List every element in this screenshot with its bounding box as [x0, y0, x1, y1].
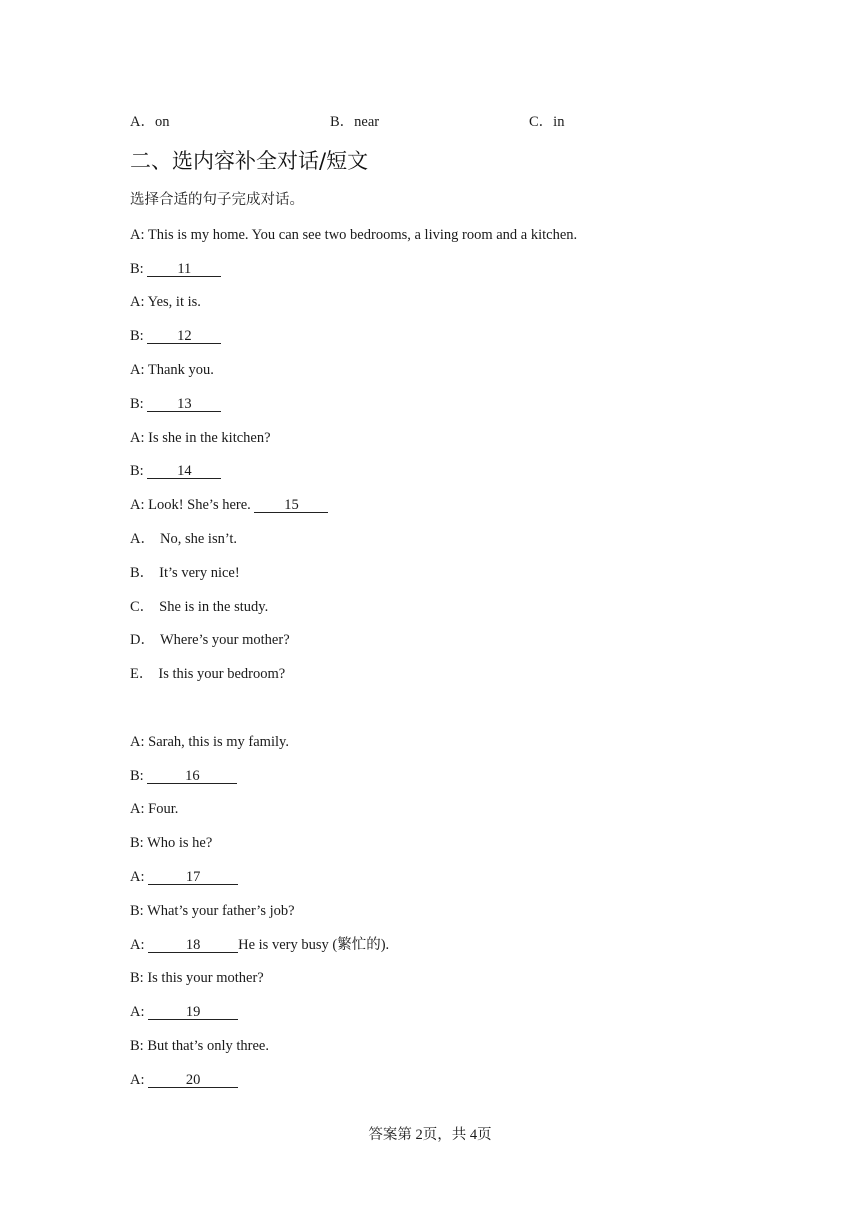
dialogue2-line-9: A: 19 [130, 1003, 238, 1021]
dialogue2-line-8: B: Is this your mother? [130, 970, 264, 986]
dialogue2-line-3: A: Four. [130, 801, 179, 817]
dialogue2-line-1: A: Sarah, this is my family. [130, 734, 289, 750]
section-instruction: 选择合适的句子完成对话。 [130, 192, 304, 208]
choice-d: D． Where’s your mother? [130, 632, 290, 648]
prev-option-b: B．near [330, 114, 380, 130]
dialogue2-line-2: B: 16 [130, 767, 237, 785]
dialogue1-line-6: B: 13 [130, 395, 221, 413]
choice-b: B． It’s very nice! [130, 565, 240, 581]
choice-c: C． She is in the study. [130, 599, 269, 615]
dialogue1-line-5: A: Thank you. [130, 362, 214, 378]
answer-blank-17: 17 [148, 870, 238, 885]
dialogue1-line-1: A: This is my home. You can see two bedrooms, a living room and a kitchen. [130, 227, 578, 243]
dialogue2-line-7: A: 18 He is very busy (繁忙的). [130, 937, 390, 953]
dialogue1-line-9: A: Look! She’s here. 15 [130, 496, 328, 514]
answer-blank-13: 13 [147, 397, 221, 412]
choice-a: A． No, she isn’t. [130, 531, 238, 547]
answer-blank-19: 19 [148, 1005, 238, 1020]
dialogue1-line-3: A: Yes, it is. [130, 294, 201, 310]
dialogue1-line-2: B: 11 [130, 260, 221, 278]
page-footer: 答案第 2页，共 4页 [368, 1127, 492, 1143]
answer-blank-14: 14 [147, 464, 221, 479]
answer-blank-18: 18 [148, 938, 238, 953]
dialogue1-line-8: B: 14 [130, 462, 221, 480]
prev-option-a: A．on [130, 114, 170, 130]
dialogue1-line-7: A: Is she in the kitchen? [130, 430, 271, 446]
section-title: 二、选内容补全对话/短文 [130, 149, 369, 173]
prev-option-c: C．in [529, 114, 565, 130]
answer-blank-16: 16 [147, 769, 237, 784]
answer-blank-20: 20 [148, 1073, 238, 1088]
dialogue2-line-4: B: Who is he? [130, 835, 213, 851]
dialogue1-line-4: B: 12 [130, 327, 221, 345]
answer-blank-11: 11 [147, 262, 221, 277]
answer-blank-15: 15 [254, 498, 328, 513]
dialogue2-line-11: A: 20 [130, 1071, 238, 1089]
answer-blank-12: 12 [147, 329, 221, 344]
dialogue2-line-5: A: 17 [130, 868, 238, 886]
choice-e: E． Is this your bedroom? [130, 666, 286, 682]
dialogue2-line-10: B: But that’s only three. [130, 1038, 269, 1054]
dialogue2-line-6: B: What’s your father’s job? [130, 903, 295, 919]
